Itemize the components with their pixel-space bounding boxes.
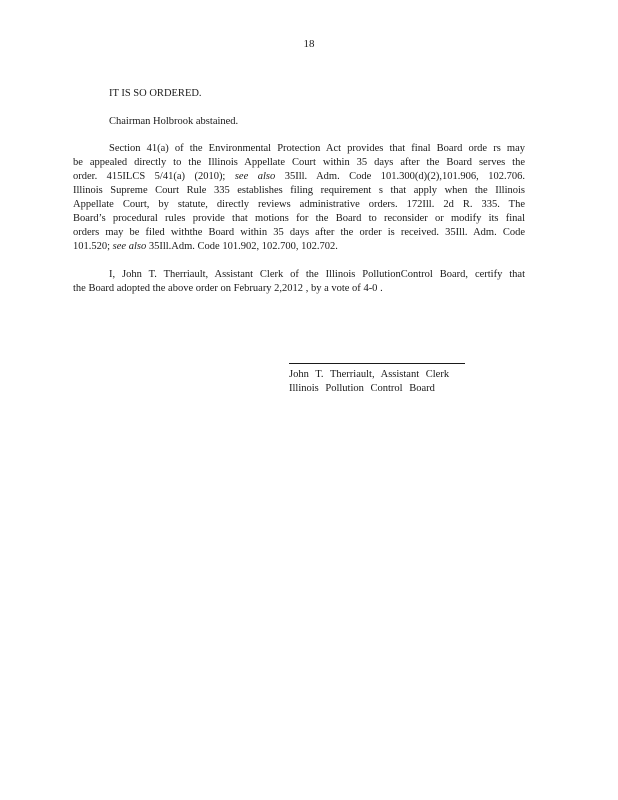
sentence-end: . (380, 283, 383, 294)
see-also-signal: see also (112, 241, 147, 252)
page-number: 18 (303, 38, 315, 50)
code-citation: 35Ill. Adm. Code 101.300(d)(2),101.906, 102.706. (284, 171, 526, 182)
vote-count: 4-0 (363, 283, 378, 294)
appeal-notice-line: Board’s procedural rules provide that motions for the Board to reconsider or modify its final (73, 213, 525, 224)
signatory-organization: Illinois Pollution Control Board (289, 383, 435, 394)
signature-line (289, 363, 465, 364)
appeal-notice-line: Illinois Supreme Court Rule 335 establishes filing requirement s that apply when the Illinois (73, 185, 525, 196)
statute-citation: order. 415ILCS 5/41(a) (2010); (73, 171, 226, 182)
code-citation: 101.520; (73, 241, 111, 252)
appeal-notice-line (73, 170, 525, 184)
signature-block (289, 363, 465, 396)
appeal-notice-line: Appellate Court, by statute, directly reviews administrative orders. 172Ill. 2d R. 335. The (73, 199, 525, 210)
code-citation: 35Ill.Adm. Code 101.902, 102.700, 102.702. (148, 241, 338, 252)
appeal-notice-paragraph (73, 142, 525, 254)
appeal-notice-line: Section 41(a) of the Environmental Protection Act provides that final Board orde rs may (109, 143, 525, 154)
appeal-notice-line (73, 240, 525, 254)
so-ordered-statement: IT IS SO ORDERED. (109, 88, 202, 99)
certification-line: I, John T. Therriault, Assistant Clerk of the Illinois PollutionControl Board, certify that (109, 269, 525, 280)
signatory-name-title: John T. Therriault, Assistant Clerk (289, 369, 450, 380)
adoption-text: the Board adopted the above order on (73, 283, 232, 294)
certification-paragraph (73, 268, 525, 296)
adoption-date: February 2,2012 (233, 283, 304, 294)
vote-text: , by a vote of (305, 283, 361, 294)
abstention-statement: Chairman Holbrook abstained. (109, 116, 239, 127)
appeal-notice-line: be appealed directly to the Illinois Appellate Court within 35 days after the Board serves the (73, 157, 525, 168)
certification-line (73, 282, 525, 296)
see-also-signal: see also (234, 171, 276, 182)
appeal-notice-line: orders may be filed withthe Board within 35 days after the order is received. 35Ill. Adm. Code (73, 227, 525, 238)
